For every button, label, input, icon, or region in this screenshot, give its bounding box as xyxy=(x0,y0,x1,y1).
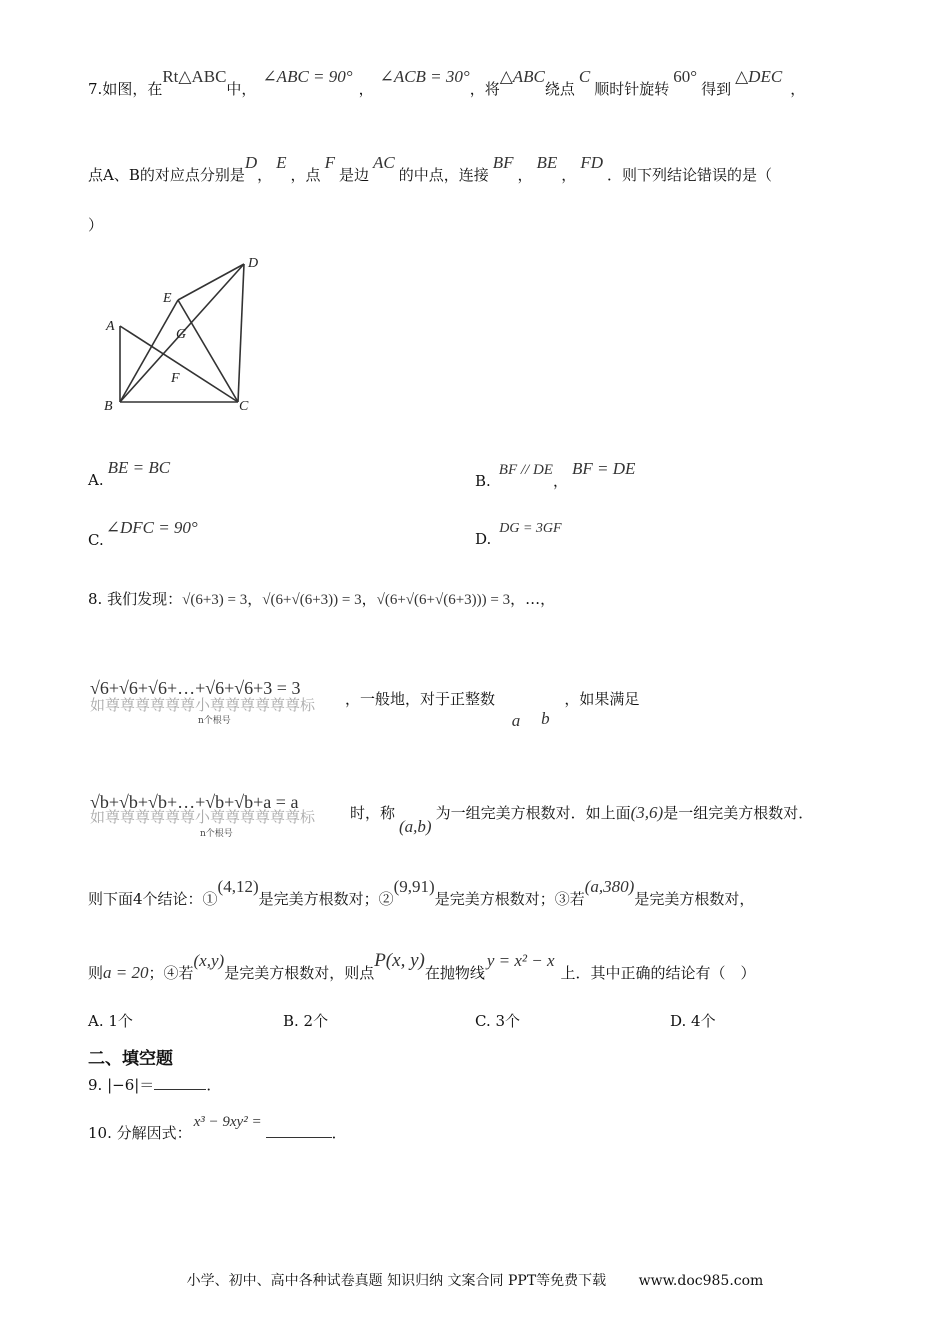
q7-line3: ） xyxy=(88,216,104,234)
label-a: A xyxy=(106,319,115,334)
q7-option-d: D.DG = 3GF xyxy=(475,521,562,548)
footer-link[interactable]: www.doc985.com xyxy=(638,1273,764,1289)
q8-line3-text: 时，称(a,b)为一组完美方根数对．如上面(3,6)是一组完美方根数对． xyxy=(350,803,814,836)
label-e: E xyxy=(163,291,172,306)
label-f: F xyxy=(171,371,180,386)
q7-line1: 7.如图，在Rt△ABC中，∠ABC = 90°，∠ACB = 30°，将△ABC绕点C顺时针旋转60°得到△DEC， xyxy=(88,67,806,98)
q7-option-a: A.BE = BC xyxy=(88,458,171,489)
seg-ed xyxy=(178,264,244,300)
label-g: G xyxy=(176,327,187,342)
seg-be xyxy=(120,300,178,402)
answer-blank[interactable] xyxy=(154,1089,206,1090)
q8-line1: 8. 我们发现：√(6+3) = 3，√(6+√(6+3)) = 3，√(6+√(6+√(6+3))) = 3，…， xyxy=(88,590,556,608)
watermark-text-2: 如尊尊尊尊尊尊小尊尊尊尊尊尊标 xyxy=(90,808,316,826)
answer-blank[interactable] xyxy=(266,1137,332,1138)
label-b: B xyxy=(104,399,113,414)
q8-option-a: A. 1个 xyxy=(88,1012,133,1030)
q7-line2: 点A、B的对应点分别是D，E，点F是边AC的中点，连接BF，BE，FD．则下列结论错误的是（ xyxy=(88,153,772,184)
q7-option-b: B.BF // DE，BF = DE xyxy=(475,459,636,490)
q9-line: 9. |−6|＝ ． xyxy=(88,1076,222,1094)
radical-count-note-1: n个根号 xyxy=(198,716,231,726)
q8-line2-text: ，一般地，对于正整数 a b ，如果满足 xyxy=(345,690,640,730)
q8-option-c: C. 3个 xyxy=(475,1012,521,1030)
q8-line5: 则a = 20；④若(x,y)是完美方根数对，则点P(x, y)在抛物线y = x² − x上．其中正确的结论有（ ） xyxy=(88,950,756,982)
radical-count-note-2: n个根号 xyxy=(200,829,233,839)
q7-option-c: C.∠DFC = 90° xyxy=(88,518,198,549)
nested-radical-1: √6+√6+√6+…+√6+√6+3 = 3 xyxy=(90,678,301,698)
footer: 小学、初中、高中各种试卷真题 知识归纳 文案合同 PPT等免费下载 www.doc985.com xyxy=(186,1273,764,1289)
q8-option-d: D. 4个 xyxy=(670,1012,716,1030)
q8-line4: 则下面4个结论：①(4,12)是完美方根数对；②(9,91)是完美方根数对；③若(a,380)是完美方根数对， xyxy=(88,877,755,908)
q10-line: 10. 分解因式：x³ − 9xy² =． xyxy=(88,1114,347,1142)
geometry-figure xyxy=(96,250,276,420)
seg-ec xyxy=(178,300,238,402)
label-d: D xyxy=(248,256,259,271)
watermark-text-1: 如尊尊尊尊尊尊小尊尊尊尊尊尊标 xyxy=(90,696,316,714)
nested-radical-2: √b+√b+√b+…+√b+√b+a = a xyxy=(90,792,299,812)
label-c: C xyxy=(239,399,249,414)
section-heading: 二、填空题 xyxy=(88,1049,173,1069)
question-number: 7. xyxy=(88,80,103,98)
q8-option-b: B. 2个 xyxy=(283,1012,329,1030)
seg-dc xyxy=(238,264,244,402)
